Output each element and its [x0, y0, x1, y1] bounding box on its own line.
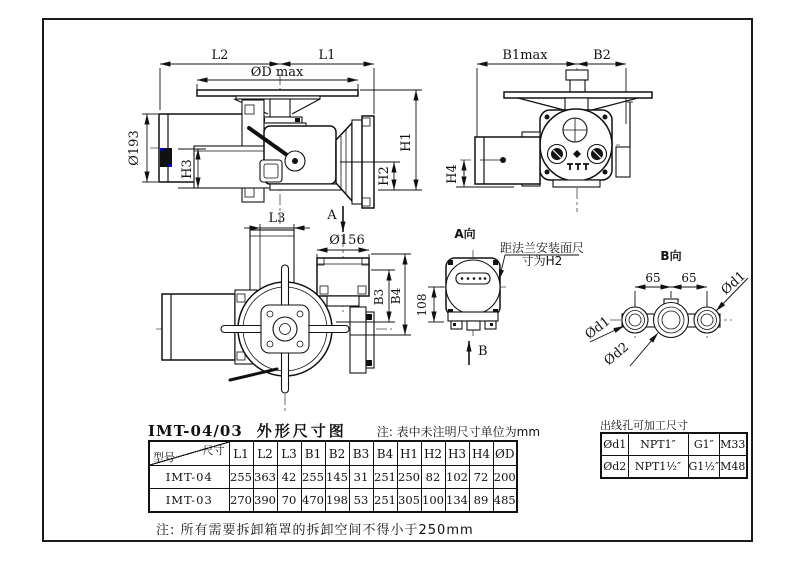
col-header: B2 [325, 441, 349, 466]
port-label-d1-right: Ød1 [718, 268, 749, 299]
value-cell: 31 [349, 466, 373, 489]
value-cell: 72 [469, 466, 493, 489]
col-header: B4 [373, 441, 397, 466]
corner-label-size: 尺寸 [202, 444, 225, 457]
port-cell: G1″ [688, 433, 720, 456]
footer-note: 注: 所有需要拆卸箱罩的拆卸空间不得小于250mm [156, 523, 474, 538]
port-cell: Ød1 [601, 433, 628, 456]
col-header: H3 [445, 441, 469, 466]
port-label-d1-left: Ød1 [582, 313, 614, 343]
model-cell: IMT-03 [149, 489, 229, 513]
value-cell: 134 [445, 489, 469, 513]
dim-label-l1: L1 [318, 48, 336, 63]
table-row-imt04 [149, 466, 517, 489]
port-row-d2 [601, 456, 747, 479]
port-cell: M33 [720, 433, 747, 456]
value-cell: 102 [445, 466, 469, 489]
col-header: ØD [493, 441, 517, 466]
top-view [156, 206, 411, 412]
flange-note-line1: 距法兰安装面尺 [499, 241, 585, 255]
port-table-title: 出线孔可加工尺寸 [600, 419, 688, 432]
drawing-caption [148, 420, 540, 441]
value-cell: 485 [493, 489, 517, 513]
dim-label-d193: Ø193 [127, 130, 142, 166]
value-cell: 363 [253, 466, 277, 489]
value-cell: 255 [229, 466, 253, 489]
port-cell: G1½″ [688, 456, 720, 479]
dim-label-b1max: B1max [502, 48, 548, 63]
view-b [582, 248, 748, 369]
dim-label-h2: H2 [377, 166, 392, 186]
col-header: H1 [397, 441, 421, 466]
selector-knob-left [548, 145, 567, 164]
dim-label-l2: L2 [211, 48, 229, 63]
dim-label-dmax: ØD max [250, 65, 304, 80]
drawing-border [42, 18, 753, 542]
col-header: L2 [253, 441, 277, 466]
front-view [445, 48, 652, 212]
col-header: H2 [421, 441, 445, 466]
dim-label-108: 108 [415, 293, 429, 317]
dim-label-h4: H4 [445, 164, 460, 184]
col-header: B1 [301, 441, 325, 466]
port-cell: M48 [720, 456, 747, 479]
flange-note-line2: 寸为H2 [521, 254, 563, 268]
dim-label-b4: B4 [389, 287, 403, 305]
port-cell: NPT1″ [628, 433, 688, 456]
col-header: H4 [469, 441, 493, 466]
brand-logo [567, 164, 589, 170]
value-cell: 250 [397, 466, 421, 489]
value-cell: 100 [421, 489, 445, 513]
dimension-table [148, 440, 518, 513]
dim-label-l3: L3 [268, 211, 286, 226]
view-arrow-b-label: B [478, 344, 488, 359]
table-row-imt03 [149, 489, 517, 513]
value-cell: 82 [421, 466, 445, 489]
model-cell: IMT-04 [149, 466, 229, 489]
port-label-d2: Ød2 [601, 339, 633, 369]
dim-label-b2: B2 [593, 48, 611, 63]
port-cell: NPT1½″ [628, 456, 688, 479]
corner-label-model: 型号 [153, 451, 175, 464]
value-cell: 200 [493, 466, 517, 489]
port-table [600, 432, 748, 479]
col-header: B3 [349, 441, 373, 466]
dim-label-h3: H3 [180, 159, 195, 179]
selector-knob-right [588, 145, 607, 164]
view-a-title: A向 [454, 227, 476, 241]
value-cell: 145 [325, 466, 349, 489]
value-cell: 42 [277, 466, 301, 489]
table-corner-cell [149, 441, 229, 466]
drawing-title: 外形尺寸图 [256, 422, 347, 440]
value-cell: 198 [325, 489, 349, 513]
dim-label-d156: Ø156 [329, 233, 365, 248]
value-cell: 255 [301, 466, 325, 489]
value-cell: 89 [469, 489, 493, 513]
side-view [127, 48, 422, 224]
dim-label-65-left: 65 [645, 271, 661, 285]
dim-label-65-right: 65 [681, 271, 697, 285]
col-header: L1 [229, 441, 253, 466]
value-cell: 251 [373, 489, 397, 513]
view-a [415, 226, 584, 365]
dim-label-h1: H1 [399, 132, 414, 152]
view-arrow-a-label: A [327, 208, 337, 223]
value-cell: 470 [301, 489, 325, 513]
value-cell: 270 [229, 489, 253, 513]
dim-label-b3: B3 [372, 288, 386, 306]
table-header-row [149, 441, 517, 466]
value-cell: 251 [373, 466, 397, 489]
drawing-model: IMT-04/03 [148, 422, 243, 440]
value-cell: 305 [397, 489, 421, 513]
port-cell: Ød2 [601, 456, 628, 479]
value-cell: 70 [277, 489, 301, 513]
value-cell: 53 [349, 489, 373, 513]
view-b-title: B向 [660, 249, 682, 263]
port-row-d1 [601, 433, 747, 456]
value-cell: 390 [253, 489, 277, 513]
unit-note: 注: 表中未注明尺寸单位为mm [376, 425, 541, 439]
col-header: L3 [277, 441, 301, 466]
